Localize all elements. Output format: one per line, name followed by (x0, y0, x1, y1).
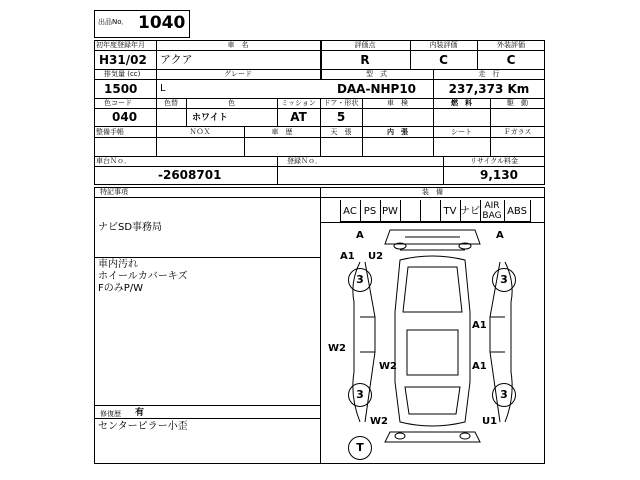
color-label: 色 (228, 99, 235, 107)
doors-value: 5 (336, 110, 346, 124)
lot-number-label: 出品No． (98, 18, 129, 26)
grade-label: グレード (224, 70, 252, 78)
mark-front-right: A (496, 230, 504, 241)
color-code-value: 040 (112, 110, 138, 124)
model-value: DAA-NHP10 (336, 82, 417, 96)
note-line-3: ホイールカバーキズ (98, 271, 188, 282)
score-label: 評価点 (354, 41, 376, 49)
model-label: 型 式 (366, 70, 387, 78)
color-code-label: 色コード (104, 99, 132, 107)
note-line-2: 車内汚れ (98, 259, 138, 270)
lot-number: 1040 (138, 13, 186, 33)
mark-w2-rear: W2 (370, 416, 388, 427)
glass-label: Ｆガラス (503, 128, 532, 136)
mileage-label: 走 行 (478, 70, 500, 78)
sunroof-label: 天 張 (330, 128, 352, 136)
repair-history-label: 修復歴 (100, 410, 121, 418)
displacement-value: 1500 (104, 82, 138, 96)
first-reg-value: H31/02 (99, 53, 147, 67)
wheel-rear-right-mark: 3 (492, 383, 516, 407)
recycle-label: リサイクル料金 (469, 157, 519, 165)
wheel-front-right-mark: 3 (492, 268, 516, 292)
exterior-value: C (506, 53, 516, 67)
chassis-value: -2608701 (158, 168, 222, 182)
exterior-label: 外装評価 (497, 41, 525, 49)
equipment-label: 装 備 (422, 188, 443, 196)
mark-a1-front: A1 (340, 251, 355, 262)
color-value: ホワイト (192, 113, 228, 123)
mark-u2-front: U2 (368, 251, 384, 262)
equipment-option: AIR BAG (482, 201, 502, 221)
car-name-label: 車 名 (227, 41, 249, 49)
equipment-option-cell (400, 200, 421, 222)
trunk-mark: T (348, 436, 372, 460)
wheel-front-left-mark: 3 (348, 268, 372, 292)
capacity-label: 車 検 (387, 99, 408, 107)
mark-w2-center: W2 (379, 361, 397, 372)
note-line-1: ナビSD事務局 (98, 222, 163, 233)
equipment-option: ABS (507, 206, 527, 217)
mark-w2-left: W2 (328, 343, 346, 354)
interior-value: C (439, 53, 448, 67)
wheel-rear-left-mark: 3 (348, 383, 372, 407)
nox-label: ＮＯＸ (189, 128, 211, 136)
service-book-label: 整備手帳 (96, 128, 124, 136)
mark-front-left: A (356, 230, 364, 241)
chassis-label: 車台Ｎｏ． (96, 157, 131, 165)
recycle-value: 9,130 (480, 168, 518, 182)
transmission-value: AT (290, 110, 307, 124)
interior-label: 内装評価 (429, 41, 458, 49)
equipment-option: PS (363, 206, 377, 217)
equipment-option-cell (420, 200, 441, 222)
repair-history-value: 有 (135, 408, 145, 418)
mark-a1-right-front: A1 (472, 320, 487, 331)
history-label: 車 歴 (271, 128, 293, 136)
equipment-option: TV (443, 206, 457, 217)
first-reg-label: 初年度登録年月 (96, 41, 145, 49)
car-name-value: アクア (160, 53, 193, 66)
displacement-label: 排気量 (cc) (104, 70, 141, 78)
color-change-label: 色替 (164, 99, 178, 107)
grade-value: L (160, 83, 166, 94)
interior-leather-label: 内 張 (387, 128, 408, 136)
repair-note: センターピラー小歪 (98, 421, 188, 432)
equipment-option: AC (343, 206, 357, 217)
seat-label: シート (451, 128, 472, 136)
score-value: R (360, 53, 370, 67)
equipment-option: ナビ (460, 206, 480, 217)
note-line-4: FのみP/W (98, 283, 144, 294)
mark-u1-rear: U1 (482, 416, 498, 427)
notes-label: 特記事項 (100, 188, 128, 196)
reg-no-label: 登録Ｎｏ． (287, 157, 322, 165)
equipment-option: PW (382, 206, 398, 217)
fuel-label: 燃 料 (451, 99, 472, 107)
drive-label: 駆 動 (507, 99, 528, 107)
transmission-label: ミッション (281, 99, 316, 107)
mark-a1-right-rear: A1 (472, 361, 487, 372)
mileage-value: 237,373 Km (448, 82, 530, 96)
doors-label: ドア・形状 (323, 99, 359, 107)
